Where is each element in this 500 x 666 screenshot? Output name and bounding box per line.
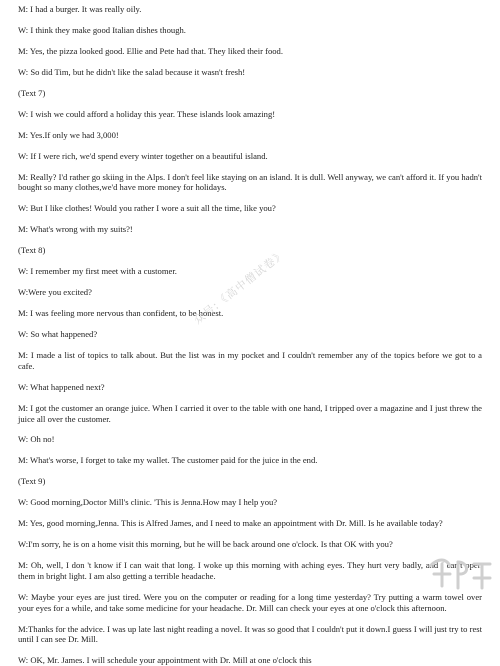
dialogue-line: W: OK, Mr. James. I will schedule your appointment with Dr. Mill at one o'clock this — [18, 655, 312, 666]
section-heading: (Text 7) — [18, 87, 46, 98]
dialogue-line: M:Thanks for the advice. I was up late last night reading a novel. It was so good that I couldn't put it down.I guess I will just try to rest until I can see Dr. Mill. — [18, 623, 482, 645]
dialogue-line: M: Oh, well, I don 't know if I can wait that long. I woke up this morning with aching eyes. They hurt very badly, and I can't open them in bright light. I am also getting a terrible headache. — [18, 560, 482, 581]
dialogue-line: M: I got the customer an orange juice. When I carried it over to the table with one hand, I tripped over a magazine and I just threw the juice all over the customer. — [18, 402, 482, 424]
dialogue-line: W: What happened next? — [18, 381, 105, 392]
dialogue-line: W: If I were rich, we'd spend every winter together on a beautiful island. — [18, 150, 268, 161]
dialogue-line: M: Yes, good morning,Jenna. This is Alfred James, and I need to make an appointment with Dr. Mill. Is he available today? — [18, 518, 443, 529]
dialogue-line: W: Maybe your eyes are just tired. Were you on the computer or reading for a long time yesterday? Try putting a warm towel over your eyes for a while, and take some medicine for your headache. Dr. Mill can check your eyes at one o'clock this afternoon. — [18, 591, 482, 613]
dialogue-line: W: So did Tim, but he didn't like the salad because it wasn't fresh! — [18, 66, 246, 77]
dialogue-line: W: But I like clothes! Would you rather I wore a suit all the time, like you? — [18, 203, 276, 214]
watermark-text: 众号:《高中僧试卷》 — [191, 247, 289, 327]
dialogue-line: M: Yes.If only we had 3,000! — [18, 129, 119, 140]
dialogue-line: M: I was feeling more nervous than confident, to be honest. — [18, 308, 224, 319]
section-heading: (Text 9) — [18, 476, 46, 487]
dialogue-line: W: Good morning,Doctor Mill's clinic. 'This is Jenna.How may I help you? — [18, 497, 278, 508]
dialogue-line: W:I'm sorry, he is on a home visit this morning, but he will be back around one o'clock. Is that OK with you? — [18, 539, 393, 550]
dialogue-line: W:Were you excited? — [18, 287, 92, 298]
dialogue-line: M: What's wrong with my suits?! — [18, 224, 133, 235]
dialogue-line: W: I remember my first meet with a customer. — [18, 266, 177, 277]
dialogue-line: W: Oh no! — [18, 434, 55, 445]
dialogue-line: M: I made a list of topics to talk about. But the list was in my pocket and I couldn't remember any of the topics before we got to a cafe. — [18, 350, 482, 371]
section-heading: (Text 8) — [18, 245, 46, 256]
dialogue-line: M: I had a burger. It was really oily. — [18, 4, 142, 14]
dialogue-line: M: Really? I'd rather go skiing in the Alps. I don't feel like staying on an island. It is dull. Well anyway, we can't afford it. If you hadn't bought so many clothes,we'd have more money for holidays. — [18, 171, 482, 193]
dialogue-line: W: I think they make good Italian dishes though. — [18, 24, 186, 35]
dialogue-line: W: So what happened? — [18, 329, 98, 340]
dialogue-line: M: What's worse, I forget to take my wallet. The customer paid for the juice in the end. — [18, 455, 318, 466]
dialogue-line: W: I wish we could afford a holiday this year. These islands look amazing! — [18, 108, 276, 119]
dialogue-line: M: Yes, the pizza looked good. Ellie and Pete had that. They liked their food. — [18, 45, 283, 56]
